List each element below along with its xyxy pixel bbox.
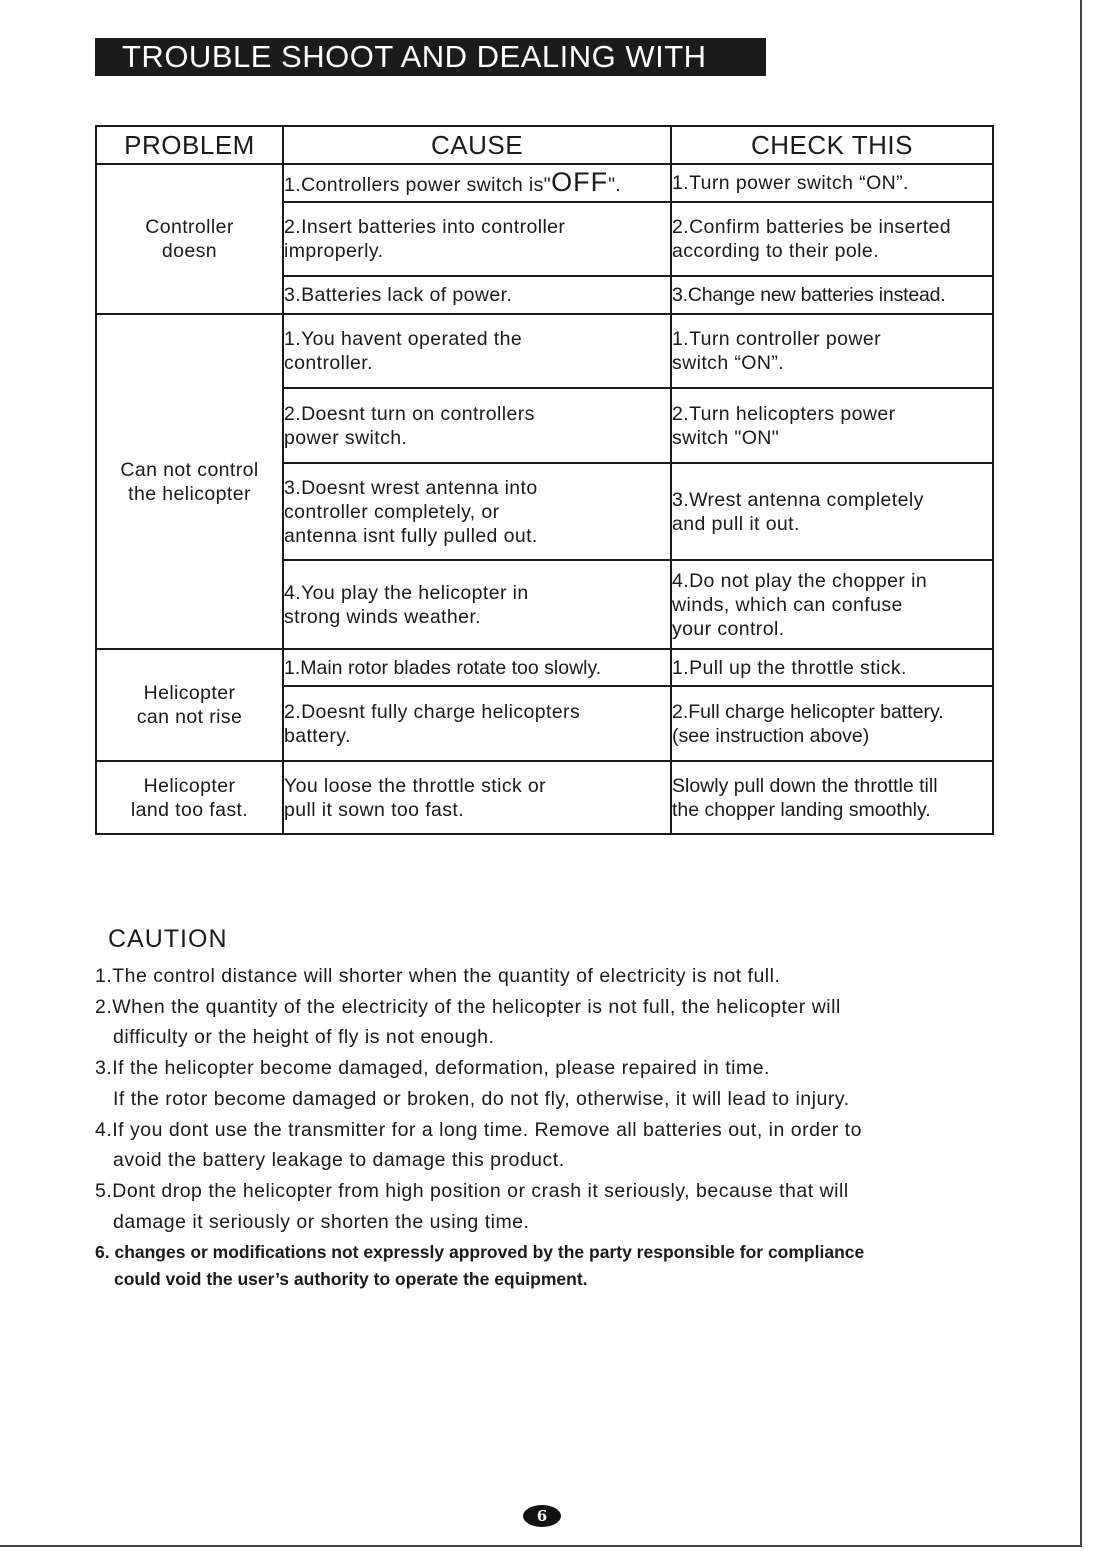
check-text: according to their pole.: [672, 240, 879, 262]
problem-text: Helicopter: [143, 774, 236, 797]
caution-text: 1.The control distance will shorter when the quantity of electricity is not full.: [95, 965, 781, 987]
table-row: [96, 164, 993, 202]
check-text: 2.Full charge helicopter battery.: [672, 700, 944, 723]
problem-text: Controller: [145, 216, 234, 238]
check-cell: [671, 649, 993, 686]
table-row: [96, 649, 993, 686]
cause-cell: [283, 314, 671, 388]
check-text: 3.Change new batteries instead.: [672, 284, 946, 306]
check-cell: [671, 314, 993, 388]
check-text: 1.Turn power switch “ON”.: [672, 172, 909, 194]
cause-cell: [283, 202, 671, 276]
check-text: Slowly pull down the throttle till: [672, 774, 938, 797]
caution-text: difficulty or the height of fly is not enough.: [113, 1026, 495, 1049]
page-title: TROUBLE SHOOT AND DEALING WITH: [95, 38, 766, 76]
cause-cell: [283, 276, 671, 314]
table-row: [96, 314, 993, 388]
caution-text: If the rotor become damaged or broken, do not fly, otherwise, it will lead to injury.: [113, 1087, 850, 1110]
problem-cell: [96, 164, 283, 314]
compliance-notice: [95, 1239, 995, 1293]
check-text: 3.Wrest antenna completely: [672, 488, 924, 511]
problem-cell: [96, 314, 283, 649]
problem-text: can not rise: [136, 706, 243, 728]
cause-cell: [283, 560, 671, 649]
check-text: switch "ON": [672, 426, 780, 449]
caution-item: [95, 992, 995, 1053]
check-cell: [671, 164, 993, 202]
check-text: 2.Turn helicopters power: [672, 402, 896, 425]
check-cell: [671, 388, 993, 463]
check-text: the chopper landing smoothly.: [672, 798, 931, 821]
check-cell: [671, 463, 993, 560]
check-text: 4.Do not play the chopper in: [672, 569, 928, 592]
cause-text: 1.Main rotor blades rotate too slowly.: [284, 656, 602, 679]
cause-text: 2.Doesnt fully charge helicopters: [284, 700, 581, 723]
cause-cell: [283, 463, 671, 560]
cause-text: controller completely, or: [284, 500, 500, 523]
caution-text: avoid the battery leakage to damage this product.: [113, 1149, 565, 1172]
cause-text: 3.Doesnt wrest antenna into: [284, 476, 538, 499]
check-cell: [671, 686, 993, 761]
cause-cell: [283, 686, 671, 761]
check-text: and pull it out.: [672, 512, 800, 535]
cause-cell: [283, 164, 671, 202]
problem-text: land too fast.: [130, 798, 249, 821]
check-text: 2.Confirm batteries be inserted: [672, 216, 952, 238]
problem-cell: [96, 761, 283, 834]
cause-emphasis: OFF: [551, 166, 609, 197]
cause-text: 2.Doesnt turn on controllers: [284, 402, 535, 425]
cause-text: antenna isnt fully pulled out.: [284, 524, 538, 547]
check-cell: [671, 276, 993, 314]
cause-text: 4.You play the helicopter in: [284, 581, 529, 604]
cause-cell: [283, 649, 671, 686]
caution-text: 2.When the quantity of the electricity of the helicopter is not full, the helicopter will: [95, 995, 841, 1018]
cause-text: power switch.: [284, 426, 408, 449]
caution-text: 5.Dont drop the helicopter from high position or crash it seriously, because that will: [95, 1179, 849, 1202]
cause-cell: [283, 388, 671, 463]
cause-text: ".: [608, 173, 622, 196]
check-text: (see instruction above): [672, 724, 870, 747]
caution-item: [95, 1115, 995, 1176]
table-row: [96, 761, 993, 834]
cause-text: 1.You havent operated the: [284, 328, 523, 350]
header-check-this: CHECK THIS: [671, 126, 993, 164]
cause-text: 3.Batteries lack of power.: [284, 284, 513, 306]
check-text: 1.Pull up the throttle stick.: [672, 656, 907, 679]
caution-text: 3.If the helicopter become damaged, deformation, please repaired in time.: [95, 1057, 770, 1080]
problem-text: the helicopter: [128, 482, 251, 505]
page-number-badge: 6: [523, 1505, 561, 1527]
cause-text: 1.Controllers power switch is": [284, 173, 552, 196]
caution-item: [95, 1176, 995, 1237]
caution-title: CAUTION: [108, 925, 228, 953]
check-cell: [671, 202, 993, 276]
caution-text: damage it seriously or shorten the using time.: [113, 1210, 530, 1233]
caution-text: 6. changes or modifications not expressly approved by the party responsible for compliance: [95, 1242, 865, 1263]
header-problem: PROBLEM: [96, 126, 283, 164]
caution-list: [95, 961, 995, 1293]
check-cell: [671, 560, 993, 649]
cause-text: controller.: [284, 352, 373, 374]
cause-text: improperly.: [284, 240, 384, 262]
troubleshooting-table: [95, 125, 994, 835]
caution-text: could void the user’s authority to operate the equipment.: [114, 1269, 588, 1290]
problem-text: doesn: [161, 240, 218, 262]
problem-cell: [96, 649, 283, 761]
header-cause: CAUSE: [283, 126, 671, 164]
caution-section: [95, 924, 995, 1293]
check-text: switch “ON”.: [672, 352, 785, 374]
caution-text: 4.If you dont use the transmitter for a long time. Remove all batteries out, in order to: [95, 1118, 862, 1141]
check-text: your control.: [672, 617, 785, 640]
check-text: 1.Turn controller power: [672, 328, 881, 350]
check-cell: [671, 761, 993, 834]
cause-cell: [283, 761, 671, 834]
problem-text: Can not control: [120, 458, 259, 481]
cause-text: You loose the throttle stick or: [284, 774, 547, 797]
cause-text: strong winds weather.: [284, 605, 482, 628]
check-text: winds, which can confuse: [672, 593, 903, 616]
caution-item: [95, 1053, 995, 1114]
cause-text: battery.: [284, 724, 351, 747]
caution-item: [95, 961, 995, 992]
cause-text: 2.Insert batteries into controller: [284, 216, 566, 238]
cause-text: pull it sown too fast.: [284, 798, 465, 821]
problem-text: Helicopter: [143, 682, 236, 704]
